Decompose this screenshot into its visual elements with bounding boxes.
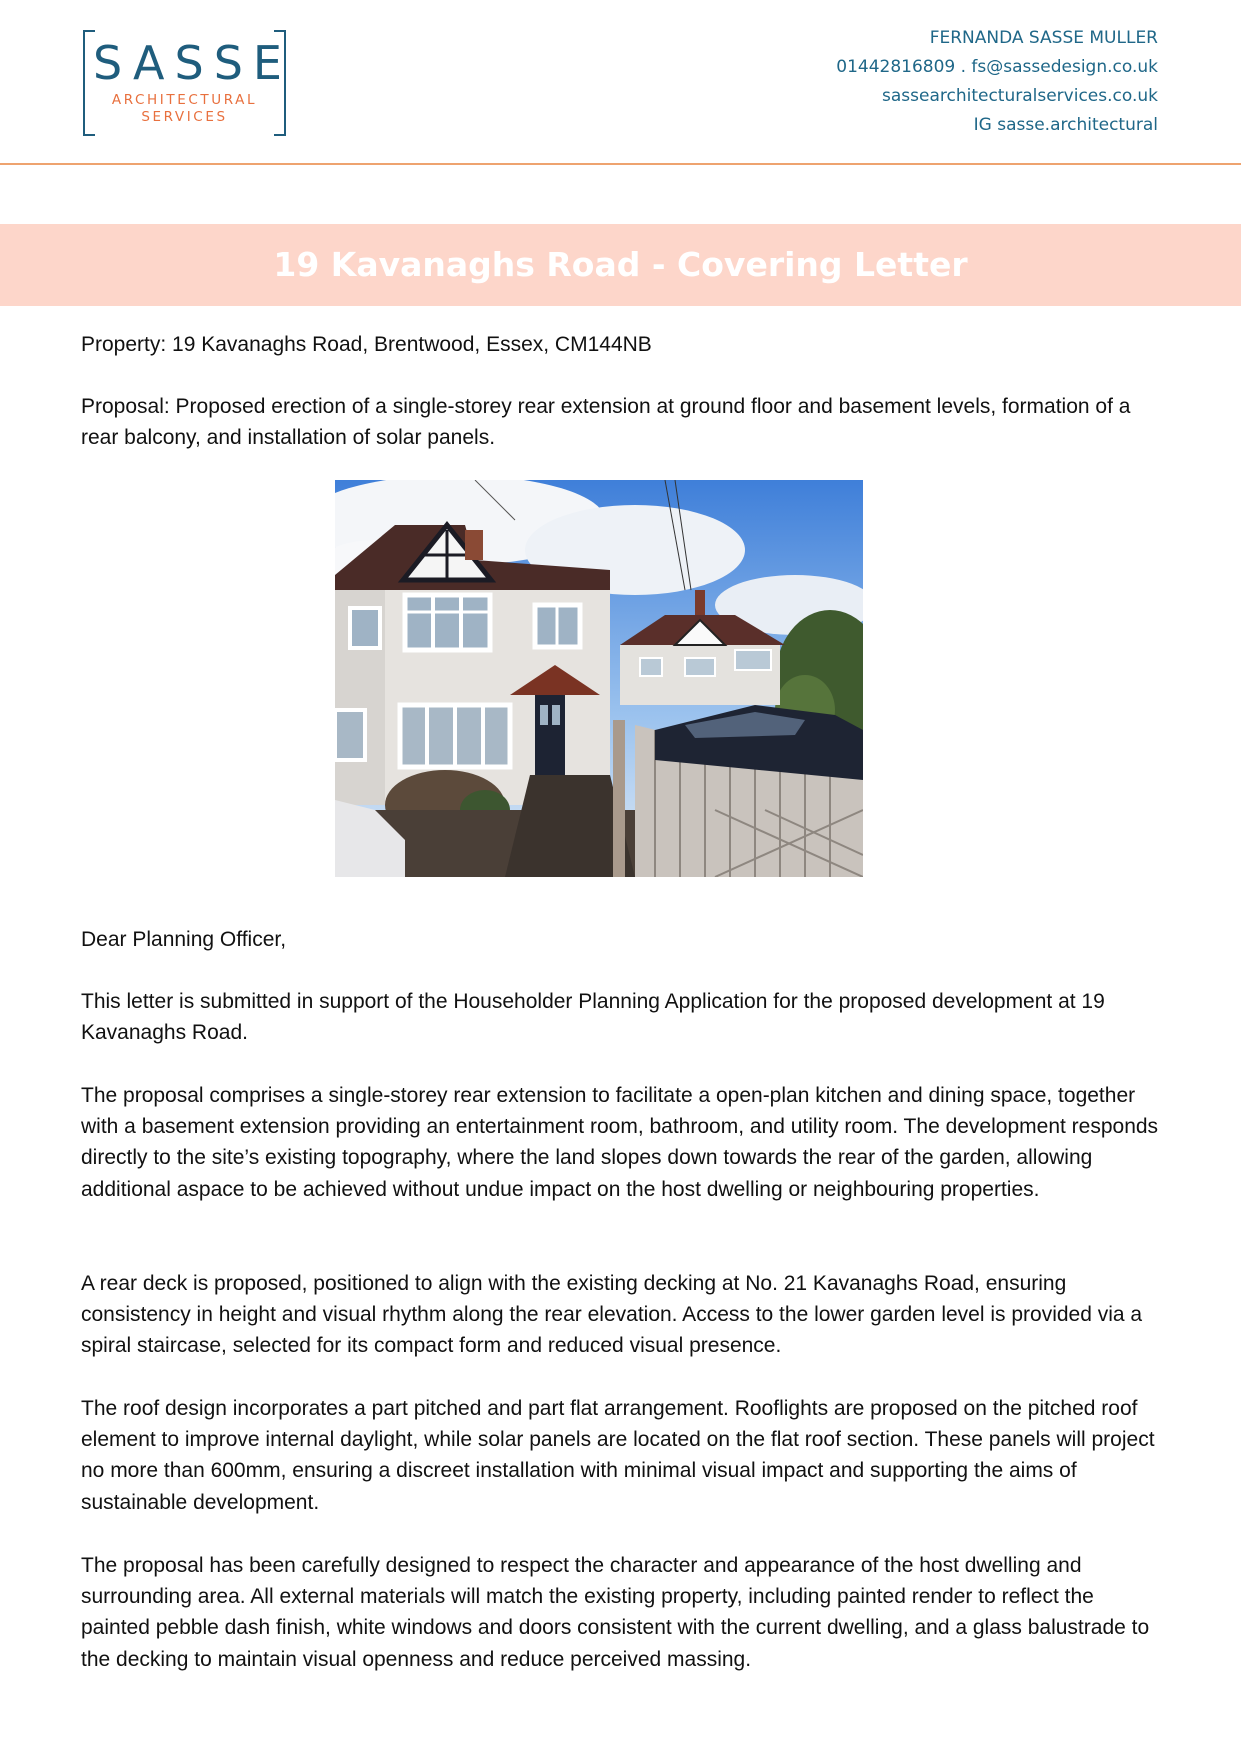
paragraph-4: The roof design incorporates a part pitched and part flat arrangement. Rooflights are proposed on the pitched roof element to improve internal daylight, while solar panels are located on the flat roof section. These panels will project no more than 600mm, ensuring a discreet installation with minimal visual impact and supporting the aims of sustainable development. [81,1397,1155,1514]
greeting: Dear Planning Officer, [81,928,287,951]
logo-subtitle-line2: SERVICES [141,109,228,125]
contact-website[interactable]: sassearchitecturalservices.co.uk [882,86,1158,106]
document-title: 19 Kavanaghs Road - Covering Letter [273,245,968,284]
proposal-text: Proposal: Proposed erection of a single-storey rear extension at ground floor and basement levels, formation of a rear balcony, and installation of solar panels. [81,395,1131,450]
title-banner [0,224,1241,306]
property-photo [335,480,863,877]
paragraph-1: This letter is submitted in support of the Householder Planning Application for the proposed development at 19 Kavanaghs Road. [81,990,1105,1045]
contact-name: FERNANDA SASSE MULLER [929,28,1158,48]
contact-instagram[interactable]: IG sasse.architectural [973,115,1158,135]
header-divider [0,163,1241,165]
logo-subtitle-line1: ARCHITECTURAL [111,92,258,108]
paragraph-3: A rear deck is proposed, positioned to align with the existing decking at No. 21 Kavanaghs Road, ensuring consistency in height and visual rhythm along the rear elevation. Access to the lower garden level is provided via a spiral staircase, selected for its compact form and reduced visual presence. [81,1272,1143,1358]
contact-phone-email[interactable]: 01442816809 . fs@sassedesign.co.uk [836,57,1158,77]
contact-block [836,24,1158,140]
logo-wordmark: SASSE [93,36,292,90]
paragraph-5: The proposal has been carefully designed to respect the character and appearance of the host dwelling and surrounding area. All external materials will match the existing property, including painted render to reflect the painted pebble dash finish, white windows and doors consistent with the current dwelling, and a glass balustrade to the decking to maintain visual openness and reduce perceived massing. [81,1554,1150,1671]
paragraph-2: The proposal comprises a single-storey rear extension to facilitate a open-plan kitchen and dining space, together with a basement extension providing an entertainment room, bathroom, and utility room. The development responds directly to the site’s existing topography, where the land slopes down towards the rear of the garden, allowing additional aspace to be achieved without undue impact on the host dwelling or neighbouring properties. [81,1084,1159,1201]
company-logo [83,30,292,134]
property-line: Property: 19 Kavanaghs Road, Brentwood, Essex, CM144NB [81,333,652,356]
